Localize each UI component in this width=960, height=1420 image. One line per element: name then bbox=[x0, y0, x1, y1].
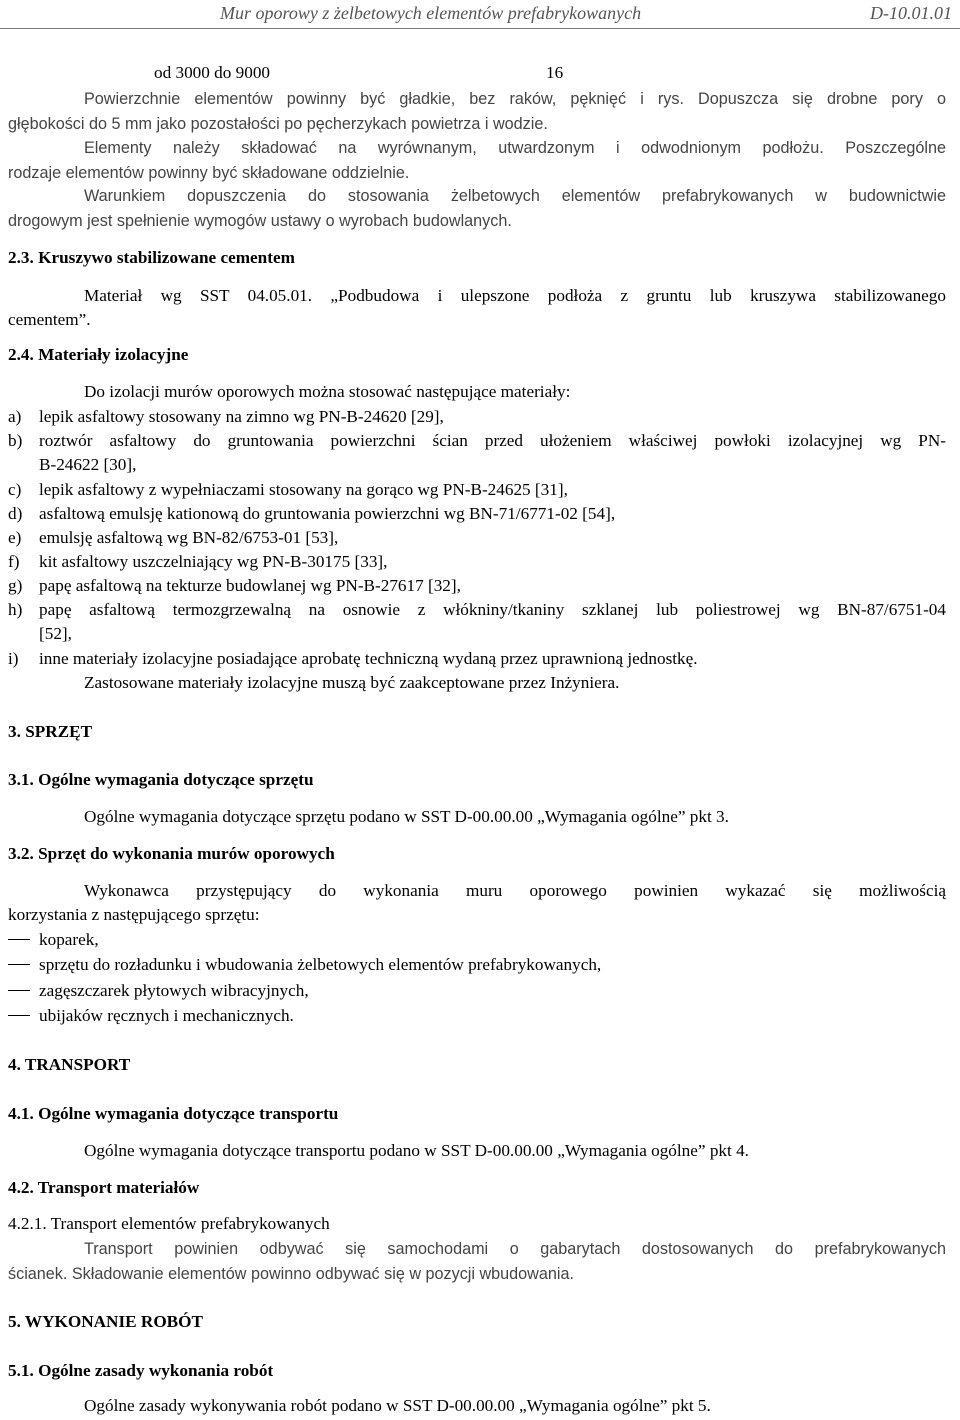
page-header bbox=[0, 0, 960, 26]
range-cell: od 3000 do 9000 bbox=[154, 63, 271, 82]
document-title: Mur oporowy z żelbetowych elementów prefabrykowanych bbox=[220, 3, 642, 23]
list-item-text-continued: B-24622 [30], bbox=[39, 455, 137, 474]
paragraph-line: rodzaje elementów powinny być składowane oddzielnie. bbox=[8, 164, 410, 182]
list-item-text: papę asfaltową termozgrzewalną na osnowie z włókniny/tkaniny szklanej lub poliestrowej wg BN-87/6751-04 bbox=[39, 600, 946, 619]
list-item-label: h) bbox=[8, 600, 23, 619]
paragraph-line: Elementy należy składować na wyrównanym, utwardzonym i odwodnionym podłożu. Poszczególne bbox=[84, 139, 946, 157]
list-item-label: d) bbox=[8, 504, 23, 523]
list-item-label: g) bbox=[8, 576, 23, 595]
heading-2-4: 2.4. Materiały izolacyjne bbox=[8, 345, 189, 364]
heading-5-1: 5.1. Ogólne zasady wykonania robót bbox=[8, 1361, 274, 1380]
paragraph-line: Powierzchnie elementów powinny być gładkie, bez raków, pęknięć i rys. Dopuszcza się drobne pory o bbox=[84, 90, 946, 108]
heading-3-1: 3.1. Ogólne wymagania dotyczące sprzętu bbox=[8, 770, 314, 789]
paragraph-closing: Zastosowane materiały izolacyjne muszą być zaakceptowane przez Inżyniera. bbox=[84, 673, 620, 692]
paragraph-line: Ogólne wymagania dotyczące sprzętu podano w SST D-00.00.00 „Wymagania ogólne” pkt 3. bbox=[84, 807, 729, 826]
list-item-text-continued: [52], bbox=[39, 624, 72, 643]
document-code: D-10.01.01 bbox=[870, 3, 952, 23]
list-item-text: roztwór asfaltowy do gruntowania powierzchni ścian przed ułożeniem właściwej powłoki izolacyjnej wg PN- bbox=[39, 431, 946, 450]
paragraph-line: korzystania z następującego sprzętu: bbox=[8, 905, 260, 924]
list-item-text: lepik asfaltowy z wypełniaczami stosowany na gorąco wg PN-B-24625 [31], bbox=[39, 480, 568, 499]
dash-bullet bbox=[8, 964, 30, 965]
heading-4-2-1: 4.2.1. Transport elementów prefabrykowanych bbox=[8, 1214, 330, 1233]
dash-bullet bbox=[8, 939, 30, 940]
list-item-text: inne materiały izolacyjne posiadające aprobatę techniczną wydaną przez uprawnioną jednostkę. bbox=[39, 649, 698, 668]
paragraph-line: Wykonawca przystępujący do wykonania muru oporowego powinien wykazać się możliwością bbox=[84, 881, 946, 900]
paragraph-line: Materiał wg SST 04.05.01. „Podbudowa i ulepszone podłoża z gruntu lub kruszywa stabilizowanego bbox=[84, 286, 946, 305]
paragraph-line: Ogólne wymagania dotyczące transportu podano w SST D-00.00.00 „Wymagania ogólne” pkt 4. bbox=[84, 1141, 749, 1160]
paragraph-line: Ogólne zasady wykonywania robót podano w SST D-00.00.00 „Wymagania ogólne” pkt 5. bbox=[84, 1396, 711, 1415]
paragraph-line: ścianek. Składowanie elementów powinno odbywać się w pozycji wbudowania. bbox=[8, 1265, 574, 1283]
list-item-text: kit asfaltowy uszczelniający wg PN-B-30175 [33], bbox=[39, 552, 388, 571]
paragraph-line: cementem”. bbox=[8, 310, 91, 329]
paragraph-line: Warunkiem dopuszczenia do stosowania żelbetowych elementów prefabrykowanych w budownictwie bbox=[84, 187, 946, 205]
list-item-label: a) bbox=[8, 407, 22, 426]
heading-4-1: 4.1. Ogólne wymagania dotyczące transportu bbox=[8, 1104, 339, 1123]
list-item-text: emulsję asfaltową wg BN-82/6753-01 [53], bbox=[39, 528, 339, 547]
paragraph-line: Transport powinien odbywać się samochodami o gabarytach dostosowanych do prefabrykowanych bbox=[84, 1240, 946, 1258]
value-cell: 16 bbox=[546, 63, 564, 82]
list-item-text: sprzętu do rozładunku i wbudowania żelbetowych elementów prefabrykowanych, bbox=[39, 955, 602, 974]
heading-4: 4. TRANSPORT bbox=[8, 1055, 131, 1074]
list-item-label: e) bbox=[8, 528, 22, 547]
dash-bullet bbox=[8, 1015, 30, 1016]
list-item-text: ubijaków ręcznych i mechanicznych. bbox=[39, 1006, 294, 1025]
list-item-label: i) bbox=[8, 649, 19, 668]
paragraph-line: głębokości do 5 mm jako pozostałości po pęcherzykach powietrza i wodzie. bbox=[8, 115, 548, 133]
list-item-text: lepik asfaltowy stosowany na zimno wg PN-B-24620 [29], bbox=[39, 407, 444, 426]
list-item-label: f) bbox=[8, 552, 20, 571]
header-rule bbox=[0, 28, 960, 29]
heading-5: 5. WYKONANIE ROBÓT bbox=[8, 1312, 203, 1331]
heading-4-2: 4.2. Transport materiałów bbox=[8, 1178, 200, 1197]
list-item-text: koparek, bbox=[39, 930, 99, 949]
heading-3: 3. SPRZĘT bbox=[8, 722, 93, 741]
heading-2-3: 2.3. Kruszywo stabilizowane cementem bbox=[8, 248, 295, 267]
list-item-label: c) bbox=[8, 480, 22, 499]
heading-3-2: 3.2. Sprzęt do wykonania murów oporowych bbox=[8, 844, 335, 863]
dash-bullet bbox=[8, 990, 30, 991]
list-item-label: b) bbox=[8, 431, 23, 450]
list-item-text: asfaltową emulsję kationową do gruntowania powierzchni wg BN-71/6771-02 [54], bbox=[39, 504, 616, 523]
paragraph-intro: Do izolacji murów oporowych można stosować następujące materiały: bbox=[84, 382, 571, 401]
paragraph-line: drogowym jest spełnienie wymogów ustawy o wyrobach budowlanych. bbox=[8, 212, 512, 230]
list-item-text: zagęszczarek płytowych wibracyjnych, bbox=[39, 981, 309, 1000]
list-item-text: papę asfaltową na tekturze budowlanej wg PN-B-27617 [32], bbox=[39, 576, 461, 595]
